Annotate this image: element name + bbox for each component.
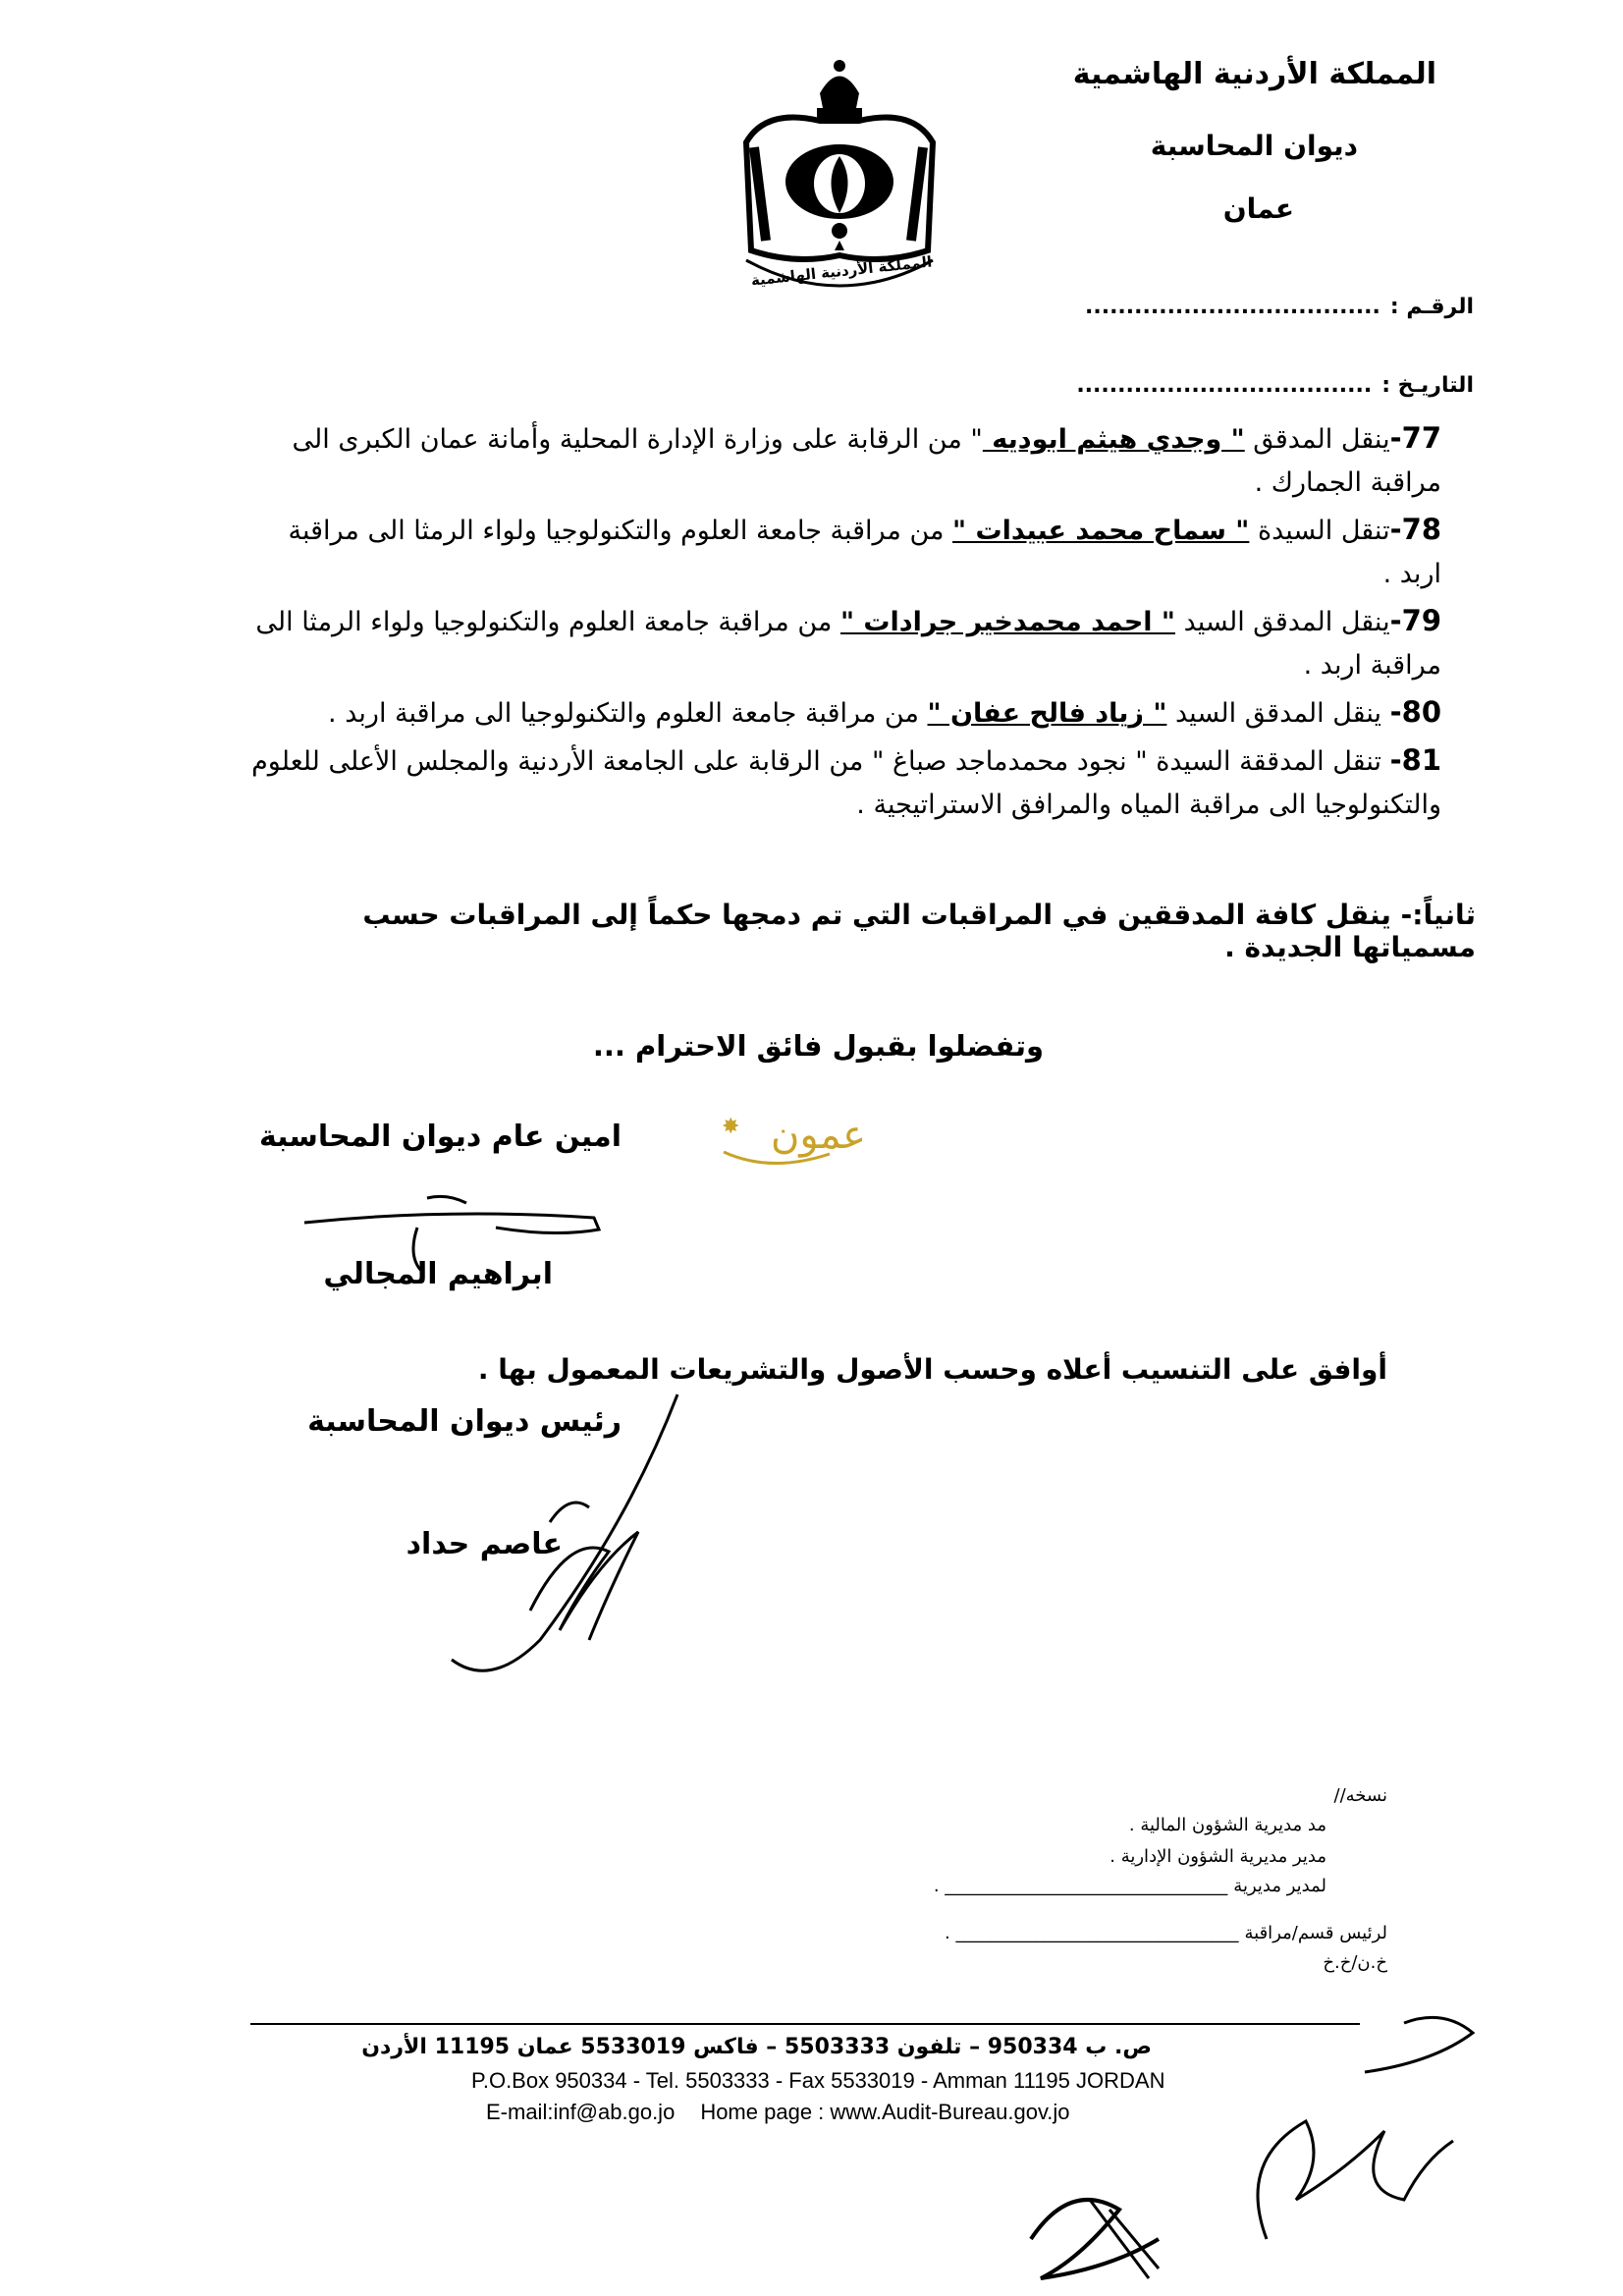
handwritten-initials xyxy=(1011,2003,1522,2288)
date-value: .................................... xyxy=(1076,373,1373,398)
signature1-mark xyxy=(299,1188,614,1277)
item-number: 81- xyxy=(1389,743,1441,777)
item-number: 79- xyxy=(1389,604,1441,637)
copies-label: نسخه// xyxy=(1333,1785,1387,1806)
ammon-logo-text: عمون xyxy=(771,1113,867,1158)
reference-row xyxy=(1085,295,1474,319)
item-prefix: ينقل المدقق xyxy=(1244,424,1390,455)
copy-line: لرئيس قسم/مراقبة xyxy=(1244,1923,1387,1943)
employee-name: " سماح محمد عبيدات " xyxy=(952,516,1250,546)
copy-line: مد مديرية الشؤون المالية . xyxy=(1128,1815,1326,1835)
item-details: " من الرقابة على وزارة الإدارة المحلية وأمانة عمان الكبرى الى مراقبة الجمارك . xyxy=(292,424,1441,498)
signature2-mark xyxy=(432,1385,687,1679)
signatory2-title: رئيس ديوان المحاسبة xyxy=(307,1404,622,1439)
item-details: من مراقبة جامعة العلوم والتكنولوجيا الى مراقبة اربد . xyxy=(328,698,928,729)
list-item xyxy=(248,599,1441,687)
list-item xyxy=(248,690,1441,736)
list-item xyxy=(248,738,1441,827)
footer-arabic: ص. ب 950334 – تلفون 5503333 – فاكس 5533019 عمان 11195 الأردن xyxy=(361,2035,1152,2059)
item-prefix: ينقل المدقق السيد xyxy=(1166,698,1390,729)
item-details: من مراقبة جامعة العلوم والتكنولوجيا ولواء الرمثا الى مراقبة اربد . xyxy=(288,516,1441,589)
copy-line-with-blank xyxy=(934,1876,1326,1896)
royal-emblem xyxy=(727,54,952,304)
copy-line: خ.ن/خ.خ xyxy=(1323,1952,1387,1973)
closing-line: وتفضلوا بقبول فائق الاحترام ... xyxy=(592,1029,1044,1063)
signatory1-title: امين عام ديوان المحاسبة xyxy=(258,1120,622,1154)
footer-english: P.O.Box 950334 - Tel. 5503333 - Fax 5533019 - Amman 11195 JORDAN xyxy=(471,2068,1165,2093)
item-prefix: ينقل المدقق السيد xyxy=(1175,607,1390,637)
transfer-list xyxy=(248,416,1441,827)
copy-blank: ________________________________ . xyxy=(933,1876,1228,1896)
copy-line-with-blank xyxy=(945,1923,1387,1943)
footer-contact xyxy=(486,2100,1070,2125)
employee-name: " احمد محمدخير جرادات " xyxy=(839,607,1175,637)
signatory1-name: ابراهيم المجالي xyxy=(323,1257,553,1291)
item-prefix: تنقل السيدة xyxy=(1249,516,1390,546)
item-number: 78- xyxy=(1389,513,1441,546)
employee-name: " وجدي هيثم ابوديه xyxy=(982,424,1245,455)
bureau-title: ديوان المحاسبة xyxy=(1150,130,1358,162)
item-prefix: تنقل المدققة السيدة xyxy=(1147,746,1390,777)
star-icon: ✸ xyxy=(722,1115,740,1139)
employee-name: " نجود محمدماجد صباغ " xyxy=(871,746,1148,777)
list-item xyxy=(248,416,1441,505)
employee-name: " زياد فالح عفان " xyxy=(927,698,1167,729)
emblem-caption: المملكة الأردنية الهاشمية xyxy=(750,252,933,290)
item-number: 80- xyxy=(1389,695,1441,729)
signatory2-name: عاصم حداد xyxy=(406,1527,563,1561)
footer-homepage: Home page : www.Audit-Bureau.gov.jo xyxy=(700,2100,1070,2124)
item-details: من الرقابة على الجامعة الأردنية والمجلس الأعلى للعلوم والتكنولوجيا الى مراقبة المياه والمرافق الاستراتيجية . xyxy=(251,746,1441,820)
item-number: 77- xyxy=(1389,421,1441,455)
copy-line: مدير مديرية الشؤون الإدارية . xyxy=(1109,1846,1326,1867)
ammon-swoosh xyxy=(722,1144,839,1174)
item-details: من مراقبة جامعة العلوم والتكنولوجيا ولواء الرمثا الى مراقبة اربد . xyxy=(255,607,1441,681)
ammon-watermark xyxy=(722,1115,908,1174)
copy-blank: ________________________________ . xyxy=(945,1923,1239,1943)
date-row xyxy=(1076,373,1474,398)
ref-value: .................................... xyxy=(1085,295,1380,319)
date-label: التاريـخ : xyxy=(1381,373,1474,398)
city-title: عمان xyxy=(1222,192,1294,225)
second-clause: ثانياً:- ينقل كافة المدققين في المراقبات التي تم دمجها حكماً إلى المراقبات حسب مسمياتها الجديدة . xyxy=(362,899,1476,963)
kingdom-title: المملكة الأردنية الهاشمية xyxy=(1072,57,1436,91)
footer-email: E-mail:inf@ab.go.jo xyxy=(486,2100,676,2124)
ref-label: الرقـم : xyxy=(1389,295,1474,319)
approval-text: أوافق على التنسيب أعلاه وحسب الأصول والتشريعات المعمول بها . xyxy=(477,1353,1387,1386)
list-item xyxy=(248,508,1441,596)
copy-line: لمدير مديرية xyxy=(1233,1876,1326,1896)
